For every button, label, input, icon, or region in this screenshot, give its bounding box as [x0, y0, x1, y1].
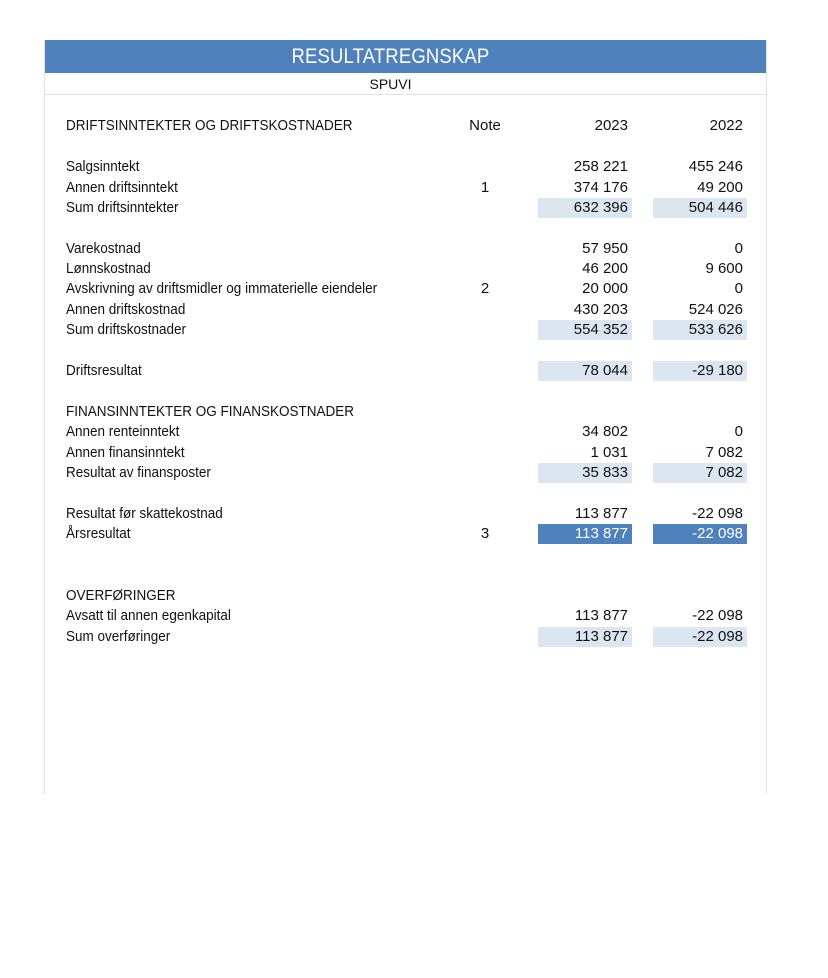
row-value-2022: -22 098 — [692, 607, 743, 624]
row-note: 3 — [480, 525, 490, 542]
subtotal-value-2023: 35 833 — [538, 463, 632, 483]
subtotal-row — [45, 463, 766, 483]
row-label: Sum driftskostnader — [66, 321, 187, 338]
row-value-2022: 9 600 — [705, 260, 743, 277]
table-row — [45, 178, 766, 198]
row-label: Driftsresultat — [66, 362, 142, 379]
row-label: Avsatt til annen egenkapital — [66, 607, 231, 624]
row-value-2022: 455 246 — [688, 158, 743, 175]
company-name-row — [45, 73, 766, 95]
subtotal-value-2022: -22 098 — [653, 627, 747, 647]
row-value-2023: 46 200 — [582, 260, 628, 277]
subtotal-row — [45, 627, 766, 647]
table-row — [45, 443, 766, 463]
column-header-row — [45, 116, 766, 136]
row-label: Annen finansinntekt — [66, 444, 185, 461]
row-value-2023: 374 176 — [573, 179, 628, 196]
subtotal-value-2022: 7 082 — [653, 463, 747, 483]
operating-result-row — [45, 361, 766, 381]
subtotal-row — [45, 320, 766, 340]
row-note: 2 — [480, 280, 490, 297]
table-row — [45, 300, 766, 320]
row-label: Resultat av finansposter — [66, 464, 211, 481]
row-value-2023: 430 203 — [573, 301, 628, 318]
section-heading-row — [45, 402, 766, 422]
company-name: SPUVI — [369, 76, 412, 92]
row-value-2022: 7 082 — [705, 444, 743, 461]
row-label: Sum driftsinntekter — [66, 199, 179, 216]
section-heading-row — [45, 586, 766, 606]
row-note: 1 — [480, 179, 490, 196]
row-value-2023: 20 000 — [582, 280, 628, 297]
year-2023-header: 2023 — [594, 117, 628, 134]
note-column-header: Note — [469, 117, 501, 134]
row-value-2022: 524 026 — [688, 301, 743, 318]
row-value-2022: -22 098 — [692, 505, 743, 522]
row-label: Annen renteinntekt — [66, 423, 180, 440]
annual-result-row — [45, 524, 766, 544]
row-label: Avskrivning av driftsmidler og immaterielle eiendeler — [66, 280, 378, 297]
report-title: RESULTATREGNSKAP — [291, 45, 490, 68]
row-label: Salgsinntekt — [66, 158, 140, 175]
row-value-2022: 0 — [734, 423, 743, 440]
table-row — [45, 279, 766, 299]
subtotal-row — [45, 198, 766, 218]
row-value-2022: 49 200 — [697, 179, 743, 196]
operating-result-2023: 78 044 — [538, 361, 632, 381]
row-value-2023: 113 877 — [574, 505, 628, 522]
row-value-2022: 0 — [734, 240, 743, 257]
row-label: Varekostnad — [66, 240, 141, 257]
row-label: Sum overføringer — [66, 628, 171, 645]
row-value-2023: 57 950 — [582, 240, 628, 257]
table-row — [45, 606, 766, 626]
subtotal-value-2022: 504 446 — [653, 198, 747, 218]
row-value-2023: 34 802 — [582, 423, 628, 440]
subtotal-value-2022: 533 626 — [653, 320, 747, 340]
section-heading-transfers: OVERFØRINGER — [66, 587, 176, 604]
row-value-2023: 1 031 — [590, 444, 628, 461]
row-value-2023: 113 877 — [574, 607, 628, 624]
income-statement-sheet — [44, 40, 767, 794]
report-title-bar — [45, 40, 766, 73]
table-row — [45, 239, 766, 259]
subtotal-value-2023: 632 396 — [538, 198, 632, 218]
annual-result-2022: -22 098 — [653, 524, 747, 544]
table-row — [45, 504, 766, 524]
row-label: Lønnskostnad — [66, 260, 151, 277]
section-heading-operating: DRIFTSINNTEKTER OG DRIFTSKOSTNADER — [66, 117, 353, 134]
table-row — [45, 157, 766, 177]
row-value-2023: 258 221 — [573, 158, 628, 175]
table-row — [45, 422, 766, 442]
section-heading-finance: FINANSINNTEKTER OG FINANSKOSTNADER — [66, 403, 355, 420]
row-label: Årsresultat — [66, 525, 131, 542]
annual-result-2023: 113 877 — [538, 524, 632, 544]
subtotal-value-2023: 113 877 — [538, 627, 632, 647]
row-label: Resultat før skattekostnad — [66, 505, 223, 522]
year-2022-header: 2022 — [709, 117, 743, 134]
table-row — [45, 259, 766, 279]
row-value-2022: 0 — [734, 280, 743, 297]
row-label: Annen driftsinntekt — [66, 179, 178, 196]
operating-result-2022: -29 180 — [653, 361, 747, 381]
subtotal-value-2023: 554 352 — [538, 320, 632, 340]
row-label: Annen driftskostnad — [66, 301, 186, 318]
